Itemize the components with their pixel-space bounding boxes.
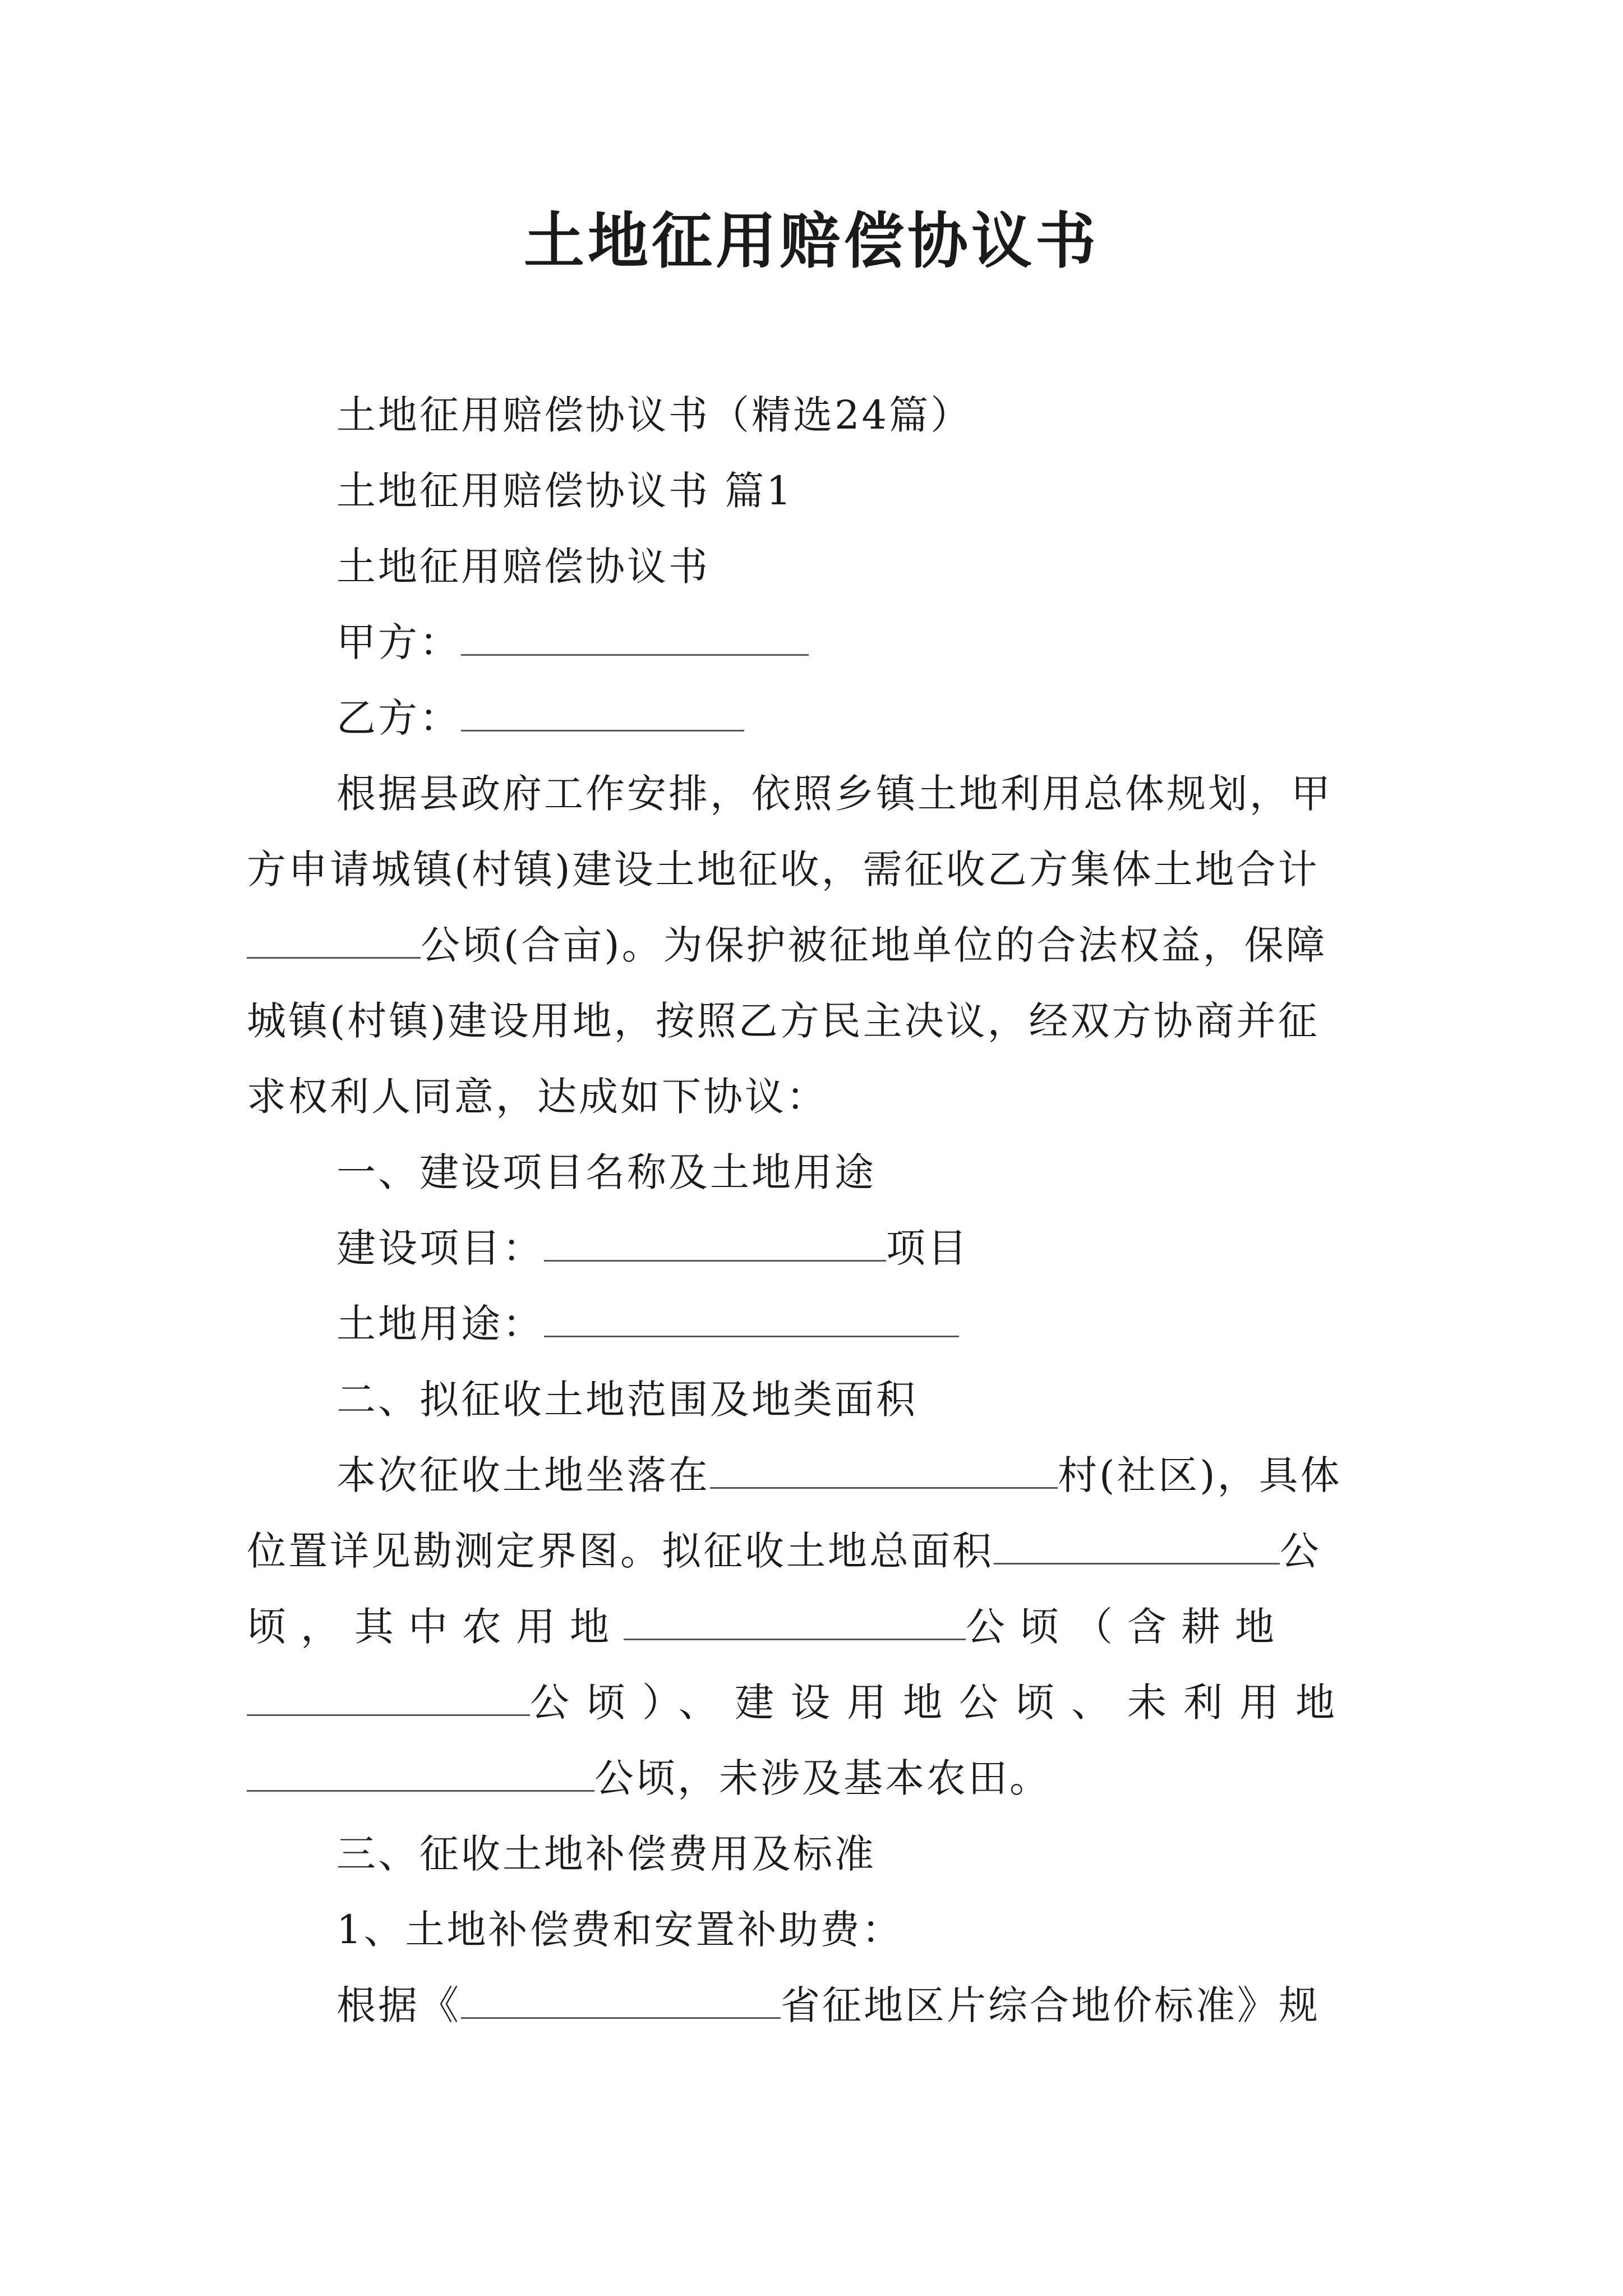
location-suffix: 村(社区)，具体 bbox=[1058, 1452, 1342, 1498]
article-title: 土地征用赔偿协议书 bbox=[336, 544, 710, 590]
unused-suffix: 公顷，未涉及基本农田。 bbox=[594, 1755, 1051, 1801]
total-area-blank[interactable] bbox=[247, 922, 421, 959]
project-line bbox=[336, 1220, 969, 1276]
arable-suffix: 公顷）、建设用地公顷、未利用地 bbox=[530, 1680, 1352, 1726]
total-area-prefix: 位置详见勘测定界图。拟征收土地总面积 bbox=[247, 1528, 994, 1574]
farmland-prefix: 顷，其中农用地 bbox=[247, 1604, 624, 1650]
basis-prefix: 根据《 bbox=[336, 1982, 461, 2028]
project-blank[interactable] bbox=[544, 1225, 886, 1262]
party-a-line bbox=[336, 614, 809, 670]
intro-line-5: 求权利人同意，达成如下协议： bbox=[247, 1074, 828, 1120]
intro-line-2: 方申请城镇(村镇)建设土地征收，需征收乙方集体土地合计 bbox=[247, 846, 1320, 892]
article-heading: 土地征用赔偿协议书 篇1 bbox=[336, 468, 794, 514]
party-b-label: 乙方： bbox=[336, 695, 461, 741]
farmland-suffix: 公顷（含耕地 bbox=[966, 1604, 1289, 1650]
party-a-blank[interactable] bbox=[461, 619, 809, 656]
farmland-blank[interactable] bbox=[624, 1604, 966, 1640]
total-area-suffix: 公 bbox=[1280, 1528, 1321, 1574]
intro-line-3 bbox=[247, 917, 1327, 973]
project-suffix: 项目 bbox=[886, 1225, 969, 1271]
party-b-line bbox=[336, 690, 744, 746]
basis-suffix: 省征地区片综合地价标准》规 bbox=[781, 1982, 1320, 2028]
arable-blank[interactable] bbox=[247, 1680, 530, 1716]
section3-heading: 三、征收土地补偿费用及标准 bbox=[336, 1831, 876, 1877]
location-prefix: 本次征收土地坐落在 bbox=[336, 1452, 710, 1498]
province-blank[interactable] bbox=[461, 1982, 781, 2019]
use-label: 土地用途： bbox=[336, 1301, 544, 1347]
party-b-blank[interactable] bbox=[461, 695, 744, 731]
section3-sub1: 1、土地补偿费和安置补助费： bbox=[336, 1907, 903, 1953]
intro-line-4: 城镇(村镇)建设用地，按照乙方民主决议，经双方协商并征 bbox=[247, 998, 1320, 1044]
section2-line-1 bbox=[336, 1447, 1342, 1503]
section3-basis-line bbox=[336, 1977, 1320, 2033]
section2-line-3 bbox=[247, 1599, 1289, 1655]
unused-blank[interactable] bbox=[247, 1755, 594, 1792]
intro-line-3-text: 公顷(合亩)。为保护被征地单位的合法权益，保障 bbox=[421, 922, 1327, 968]
total-area2-blank[interactable] bbox=[994, 1528, 1280, 1565]
intro-line-1: 根据县政府工作安排，依照乡镇土地利用总体规划，甲 bbox=[336, 771, 1332, 817]
section1-heading: 一、建设项目名称及土地用途 bbox=[336, 1149, 876, 1195]
section2-line-5 bbox=[247, 1750, 1051, 1806]
location-blank[interactable] bbox=[710, 1452, 1058, 1489]
section2-heading: 二、拟征收土地范围及地类面积 bbox=[336, 1377, 917, 1423]
section2-line-4 bbox=[247, 1674, 1352, 1731]
document-title: 土地征用赔偿协议书 bbox=[523, 206, 1099, 277]
subtitle: 土地征用赔偿协议书（精选24篇） bbox=[336, 392, 972, 438]
use-line bbox=[336, 1296, 959, 1352]
section2-line-2 bbox=[247, 1523, 1321, 1579]
project-label: 建设项目： bbox=[336, 1225, 544, 1271]
use-blank[interactable] bbox=[544, 1301, 959, 1337]
party-a-label: 甲方： bbox=[336, 619, 461, 665]
